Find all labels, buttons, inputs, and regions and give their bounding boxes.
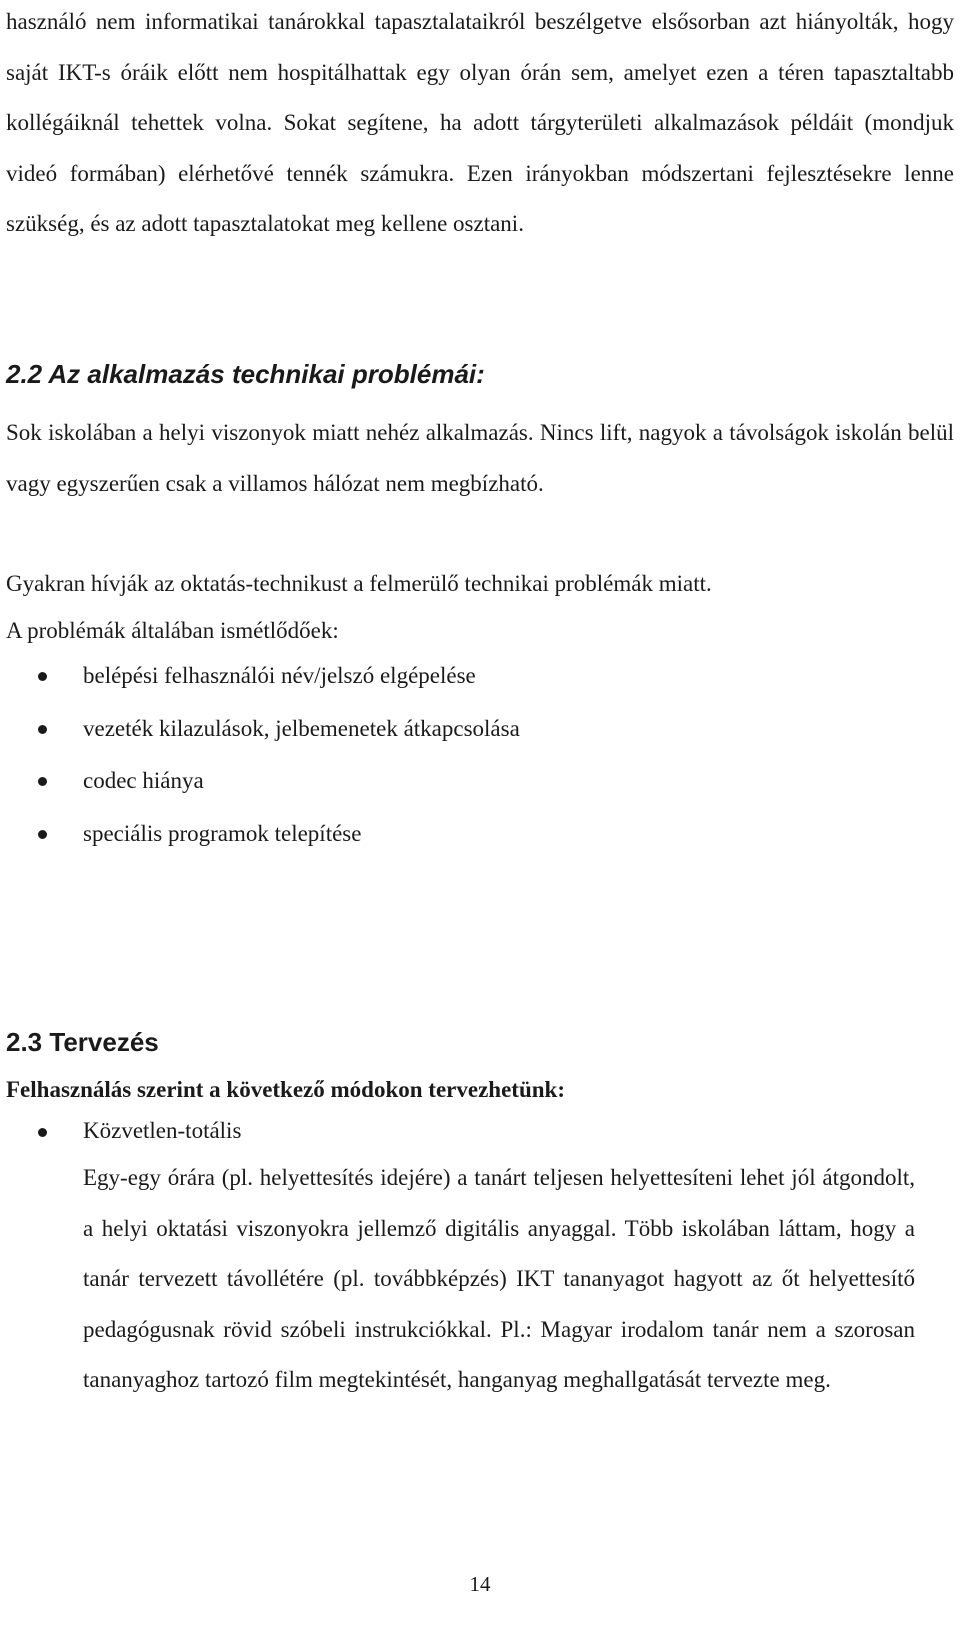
list-item-label: codec hiánya bbox=[83, 768, 204, 793]
list-item-label: belépési felhasználói név/jelszó elgépelése bbox=[83, 663, 476, 688]
list-item-label: vezeték kilazulások, jelbemenetek átkapcsolása bbox=[83, 715, 520, 741]
bullet-icon bbox=[38, 1128, 47, 1137]
bullet-icon bbox=[38, 672, 47, 681]
planning-mode-title: Közvetlen-totális bbox=[83, 1118, 242, 1143]
intro-paragraph: használó nem informatikai tanárokkal tapasztalataikról beszélgetve elsősorban azt hiányolták, hogy saját IKT-s óráik előtt nem hospitálhattak egy olyan órán sem, amelyet ezen a téren tapasztaltabb kollégáiknál tehettek volna. Sokat segítene, ha adott tárgyterületi alkalmazások példáit (mondjuk videó formában) elérhetővé tennék számukra. Ezen irányokban módszertani fejlesztésekre lenne szükség, és az adott tapasztalatokat meg kellene osztani. bbox=[6, 9, 954, 236]
bullet-icon bbox=[38, 777, 47, 786]
section-2-2-paragraph-3: A problémák általában ismétlődőek: bbox=[6, 618, 339, 643]
list-item-label: speciális programok telepítése bbox=[83, 820, 362, 846]
section-heading-2-2: 2.2 Az alkalmazás technikai problémái: bbox=[6, 359, 485, 389]
bullet-icon bbox=[38, 725, 47, 734]
page-number: 14 bbox=[469, 1572, 491, 1596]
section-2-2-paragraph-2: Gyakran hívják az oktatás-technikust a felmerülő technikai problémák miatt. bbox=[6, 571, 712, 596]
section-2-3-subheading: Felhasználás szerint a következő módokon tervezhetünk: bbox=[6, 1077, 565, 1102]
planning-mode-description: Egy-egy órára (pl. helyettesítés idejére) a tanárt teljesen helyettesíteni lehet jól átgondolt, a helyi oktatási viszonyokra jellemző digitális anyaggal. Több iskolában láttam, hogy a tanár tervezett távollétére (pl. továbbképzés) IKT tananyagot hagyott az őt helyettesítő pedagógusnak rövid szóbeli instrukciókkal. Pl.: Magyar irodalom tanár nem a szorosan tananyaghoz tartozó film megtekintését, hanganyag meghallgatását tervezte meg. bbox=[83, 1165, 915, 1392]
section-2-2-paragraph-1: Sok iskolában a helyi viszonyok miatt nehéz alkalmazás. Nincs lift, nagyok a távolságok iskolán belül vagy egyszerűen csak a villamos hálózat nem megbízható. bbox=[6, 420, 954, 496]
bullet-icon bbox=[38, 830, 47, 839]
section-heading-2-3: 2.3 Tervezés bbox=[6, 1027, 159, 1057]
